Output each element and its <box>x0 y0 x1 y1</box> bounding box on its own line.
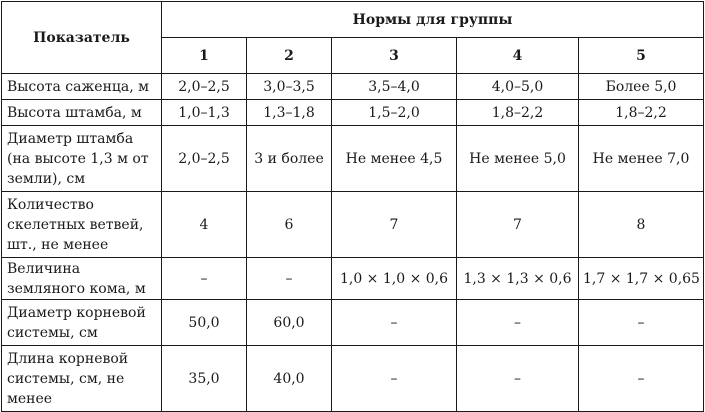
table-cell: 60,0 <box>247 300 332 346</box>
table-cell: – <box>457 300 579 346</box>
table-cell: 1,0 × 1,0 × 0,6 <box>332 258 457 300</box>
table-row <box>2 126 704 192</box>
table-cell: 1,8–2,2 <box>579 100 704 126</box>
table-cell: Не менее 7,0 <box>579 126 704 192</box>
table-cell: 4,0–5,0 <box>457 74 579 100</box>
table-cell: 1,0–1,3 <box>162 100 247 126</box>
table-row <box>2 100 704 126</box>
table-cell: 2,0–2,5 <box>162 74 247 100</box>
table-cell: 3,5–4,0 <box>332 74 457 100</box>
table-cell: 7 <box>457 192 579 258</box>
table-cell: 1,5–2,0 <box>332 100 457 126</box>
table-cell: – <box>332 300 457 346</box>
table-cell: 35,0 <box>162 346 247 412</box>
table-cell: 40,0 <box>247 346 332 412</box>
table-row <box>2 300 704 346</box>
table-cell: Более 5,0 <box>579 74 704 100</box>
table-row <box>2 74 704 100</box>
row-label: Диаметр штамба (на высоте 1,3 м от земли), см <box>2 126 162 192</box>
table-cell: – <box>579 300 704 346</box>
table-cell: 3,0–3,5 <box>247 74 332 100</box>
table-cell: – <box>579 346 704 412</box>
table-row <box>2 192 704 258</box>
group-header: 4 <box>457 38 579 74</box>
table-cell: 1,8–2,2 <box>457 100 579 126</box>
row-label: Длина корневой системы, см, не менее <box>2 346 162 412</box>
group-header: 5 <box>579 38 704 74</box>
table-cell: – <box>332 346 457 412</box>
table-cell: 1,3–1,8 <box>247 100 332 126</box>
row-label: Диаметр корневой системы, см <box>2 300 162 346</box>
norms-header: Нормы для группы <box>162 2 704 38</box>
table-cell: 6 <box>247 192 332 258</box>
table-cell: 1,7 × 1,7 × 0,65 <box>579 258 704 300</box>
table-cell: 50,0 <box>162 300 247 346</box>
table-cell: – <box>162 258 247 300</box>
group-header: 3 <box>332 38 457 74</box>
table-row <box>2 346 704 412</box>
row-label: Величина земляного кома, м <box>2 258 162 300</box>
group-header: 1 <box>162 38 247 74</box>
row-label: Количество скелетных ветвей, шт., не менее <box>2 192 162 258</box>
row-label: Высота штамба, м <box>2 100 162 126</box>
table-cell: – <box>457 346 579 412</box>
table-cell: 2,0–2,5 <box>162 126 247 192</box>
table-cell: 1,3 × 1,3 × 0,6 <box>457 258 579 300</box>
table-cell: – <box>247 258 332 300</box>
table-cell: Не менее 5,0 <box>457 126 579 192</box>
table-cell: 4 <box>162 192 247 258</box>
table-cell: 3 и более <box>247 126 332 192</box>
table-cell: 7 <box>332 192 457 258</box>
group-header: 2 <box>247 38 332 74</box>
row-label: Высота саженца, м <box>2 74 162 100</box>
table-row <box>2 258 704 300</box>
table-cell: Не менее 4,5 <box>332 126 457 192</box>
norms-table <box>1 1 704 412</box>
table-cell: 8 <box>579 192 704 258</box>
indicator-header: Показатель <box>2 2 162 74</box>
